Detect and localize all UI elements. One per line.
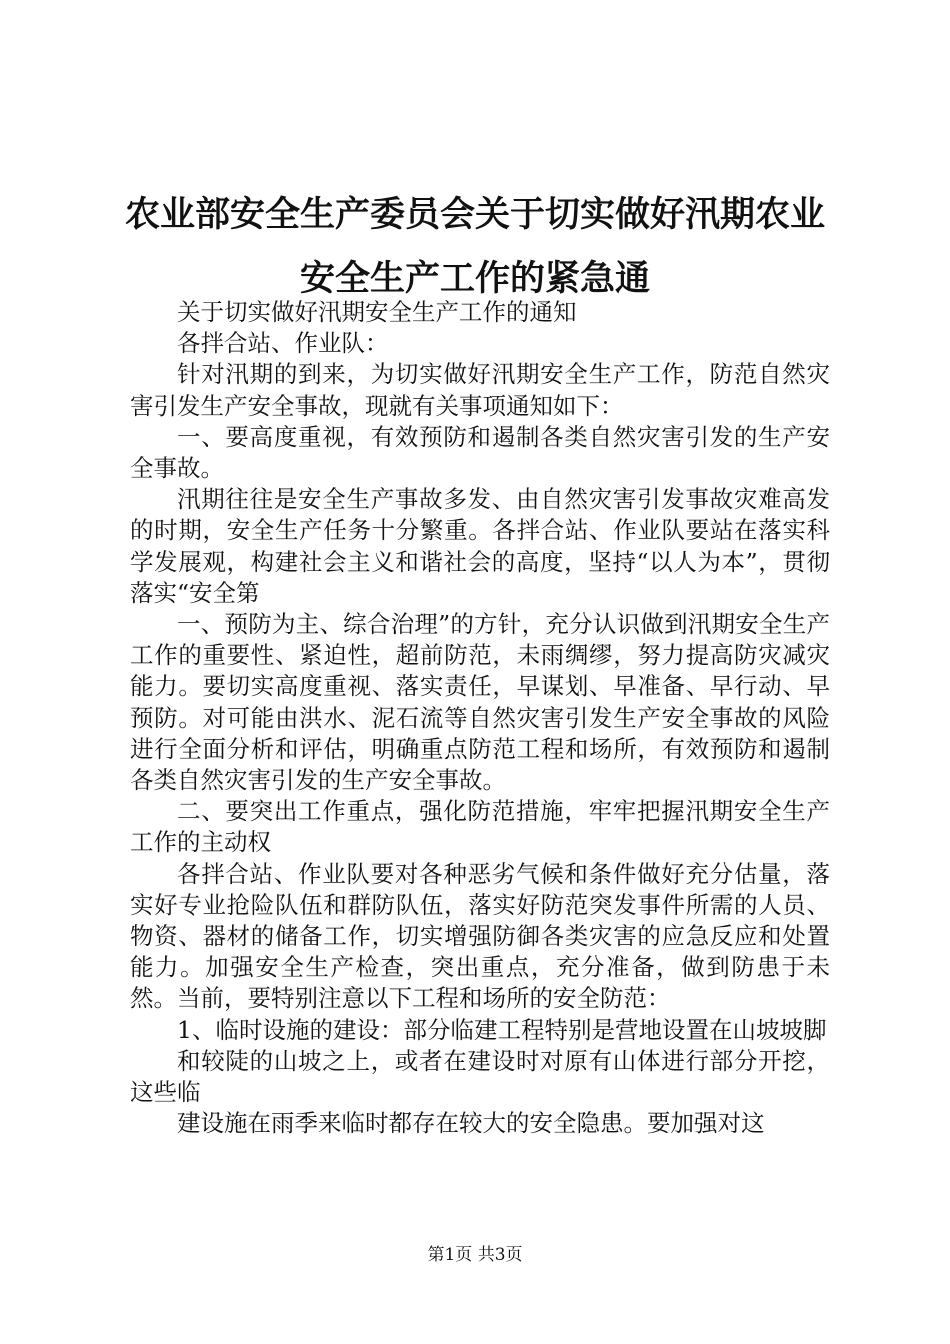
paragraph: 和较陡的山坡之上，或者在建设时对原有山体进行部分开挖，这些临 xyxy=(130,1046,830,1107)
title-line-2: 安全生产工作的紧急通 xyxy=(299,259,650,299)
section-heading-2: 二、要突出工作重点，强化防范措施，牢牢把握汛期安全生产工作的主动权 xyxy=(130,797,830,857)
document-body xyxy=(130,297,830,1139)
document-title xyxy=(120,183,830,311)
title-line-1: 农业部安全生产委员会关于切实做好汛期农业 xyxy=(124,195,825,235)
notice-heading: 关于切实做好汛期安全生产工作的通知 xyxy=(177,298,577,326)
page-footer: 第1页 共3页 xyxy=(427,1245,523,1265)
paragraph: 一、预防为主、综合治理”的方针，充分认识做到汛期安全生产工作的重要性、紧迫性，超前防范，未雨绸缪，努力提高防灾减灾能力。要切实高度重视、落实责任，早谋划、早准备、早行动、早预防。对可能由洪水、泥石流等自然灾害引发生产安全事故的风险进行全面分析和评估，明确重点防范工程和场所，有效预防和遏制各类自然灾害引发的生产安全事故。 xyxy=(130,610,830,795)
paragraph: 建设施在雨季来临时都存在较大的安全隐患。要加强对这 xyxy=(177,1109,765,1138)
paragraph: 汛期往往是安全生产事故多发、由自然灾害引发事故灾难高发的时期，安全生产任务十分繁重。各拌合站、作业队要站在落实科学发展观，构建社会主义和谐社会的高度，坚持“以人为本”，贯彻落实“安全第 xyxy=(130,485,830,607)
list-item: 1、临时设施的建设：部分临建工程特别是营地设置在山坡坡脚 xyxy=(177,1015,827,1044)
addressee: 各拌合站、作业队： xyxy=(177,329,389,358)
paragraph-intro: 针对汛期的到来，为切实做好汛期安全生产工作，防范自然灾害引发生产安全事故，现就有关事项通知如下： xyxy=(130,360,830,420)
section-heading-1: 一、要高度重视，有效预防和遏制各类自然灾害引发的生产安全事故。 xyxy=(130,422,830,483)
paragraph: 各拌合站、作业队要对各种恶劣气候和条件做好充分估量，落实好专业抢险队伍和群防队伍，落实好防范突发事件所需的人员、物资、器材的储备工作，切实增强防御各类灾害的应急反应和处置能力。加强安全生产检查，突出重点，充分准备，做到防患于未然。当前，要特别注意以下工程和场所的安全防范： xyxy=(130,859,830,1013)
